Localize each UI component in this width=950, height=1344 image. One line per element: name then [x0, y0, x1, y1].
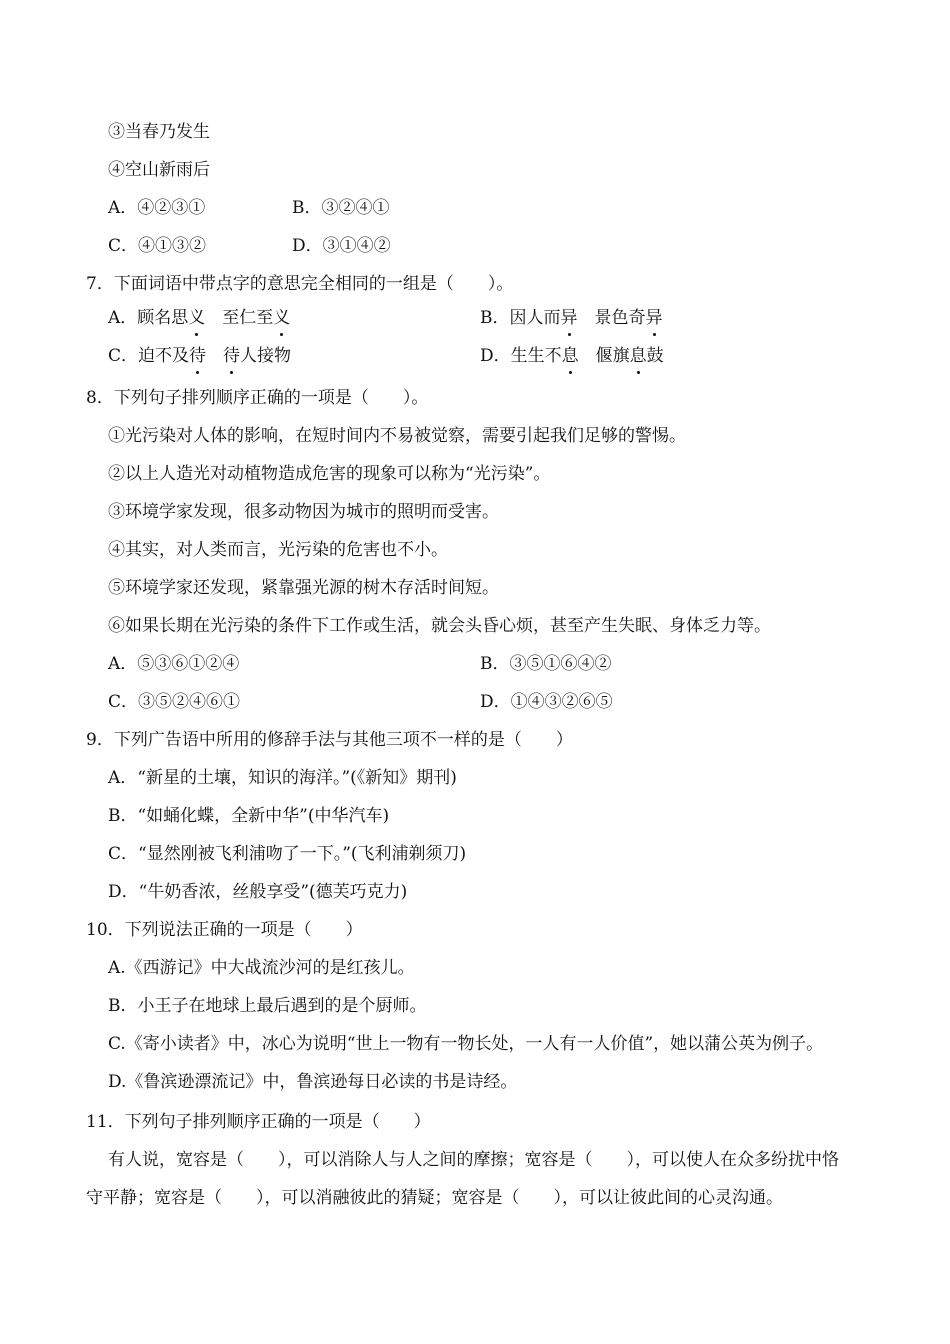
q6-option-c[interactable]: C．④①③②: [108, 236, 207, 256]
q6-option-a[interactable]: A．④②③①: [108, 198, 206, 218]
q8-sentence-5: ⑤环境学家还发现，紧靠强光源的树木存活时间短。: [108, 578, 499, 598]
q9-option-d[interactable]: D．“牛奶香浓，丝般享受”(德芙巧克力): [108, 882, 408, 902]
dotted-char: 息: [629, 346, 647, 366]
dotted-char: 待: [223, 346, 241, 366]
q11-paragraph-line-1: 有人说，宽容是（ ），可以消除人与人之间的摩擦；宽容是（ ），可以使人在众多纷扰中恪: [108, 1150, 839, 1170]
q7-stem: 7．下面词语中带点字的意思完全相同的一组是（ ）。: [86, 274, 514, 294]
q11-paragraph-line-2: 守平静；宽容是（ ），可以消融彼此的猜疑；宽容是（ ），可以让彼此间的心灵沟通。: [86, 1188, 783, 1208]
q6-line-3: ③当春乃发生: [108, 122, 210, 142]
q6-option-d[interactable]: D．③①④②: [292, 236, 391, 256]
dotted-char: 异: [645, 308, 663, 328]
option-label: A．: [108, 308, 138, 328]
q8-sentence-2: ②以上人造光对动植物造成危害的现象可以称为“光污染”。: [108, 464, 551, 484]
q9-option-a[interactable]: A．“新星的土壤，知识的海洋。”(《新知》期刊): [108, 768, 457, 788]
q8-sentence-1: ①光污染对人体的影响，在短时间内不易被觉察，需要引起我们足够的警惕。: [108, 426, 686, 446]
q7-option-c[interactable]: C．迫不及待 待人接物: [108, 346, 292, 366]
q10-stem: 10．下列说法正确的一项是（ ）: [86, 920, 363, 940]
q11-stem: 11．下列句子排列顺序正确的一项是（ ）: [86, 1112, 431, 1132]
q8-option-d[interactable]: D．①④③②⑥⑤: [480, 692, 613, 712]
q9-option-b[interactable]: B．“如蛹化蝶，全新中华”(中华汽车): [108, 806, 390, 826]
q10-option-c[interactable]: C.《寄小读者》中，冰心为说明“世上一物有一物长处，一人有一人价值”，她以蒲公英为例子。: [108, 1034, 824, 1054]
dotted-char: 义: [273, 308, 291, 328]
q6-line-4: ④空山新雨后: [108, 160, 210, 180]
q8-sentence-4: ④其实，对人类而言，光污染的危害也不小。: [108, 540, 448, 560]
q10-option-b[interactable]: B．小王子在地球上最后遇到的是个厨师。: [108, 996, 427, 1016]
q9-option-c[interactable]: C．“显然刚被飞利浦吻了一下。”(飞利浦剃须刀): [108, 844, 467, 864]
q7-option-d[interactable]: D．生生不息 偃旗息鼓: [480, 346, 664, 366]
q10-option-d[interactable]: D.《鲁滨逊漂流记》中，鲁滨逊每日必读的书是诗经。: [108, 1072, 518, 1092]
q7-option-b[interactable]: B．因人而异 景色奇异: [480, 308, 663, 328]
q7-option-a[interactable]: A．顾名思义 至仁至义: [108, 308, 291, 328]
q8-stem: 8．下列句子排列顺序正确的一项是（ ）。: [86, 388, 429, 408]
dotted-char: 待: [189, 346, 207, 366]
dotted-char: 异: [560, 308, 578, 328]
q8-option-a[interactable]: A．⑤③⑥①②④: [108, 654, 240, 674]
option-label: B．: [480, 308, 510, 328]
q8-sentence-6: ⑥如果长期在光污染的条件下工作或生活，就会头昏心烦，甚至产生失眠、身体乏力等。: [108, 616, 771, 636]
q8-option-c[interactable]: C．③⑤②④⑥①: [108, 692, 241, 712]
q8-sentence-3: ③环境学家发现，很多动物因为城市的照明而受害。: [108, 502, 499, 522]
dotted-char: 息: [561, 346, 579, 366]
q9-stem: 9．下列广告语中所用的修辞手法与其他三项不一样的是（ ）: [86, 730, 573, 750]
q6-option-b[interactable]: B．③②④①: [292, 198, 390, 218]
dotted-char: 义: [188, 308, 206, 328]
option-label: C．: [108, 346, 139, 366]
option-label: D．: [480, 346, 511, 366]
q10-option-a[interactable]: A.《西游记》中大战流沙河的是红孩儿。: [108, 958, 415, 978]
q8-option-b[interactable]: B．③⑤①⑥④②: [480, 654, 612, 674]
